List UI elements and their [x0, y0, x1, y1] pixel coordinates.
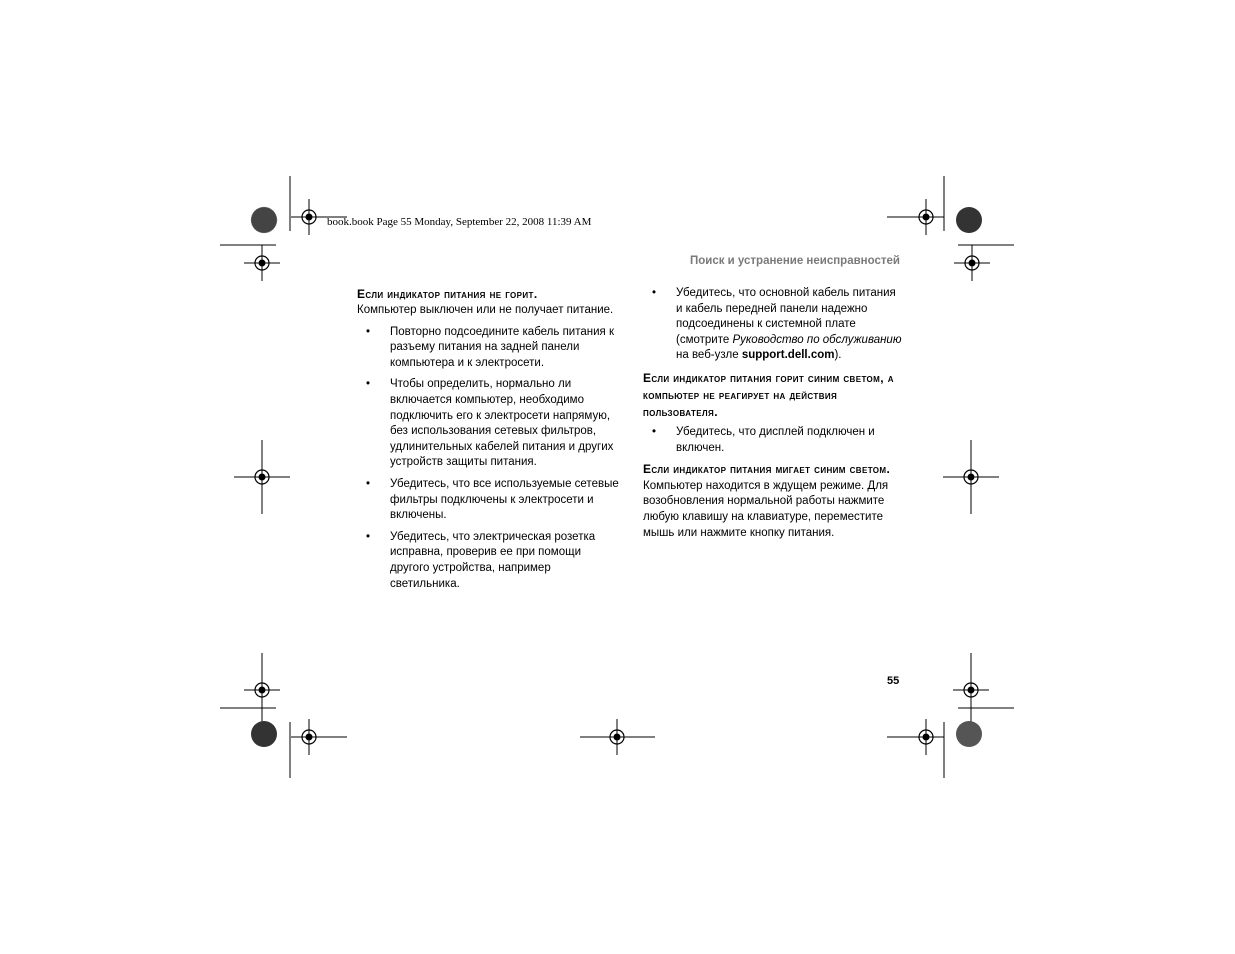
left-column — [357, 286, 619, 598]
list-item: • Чтобы определить, нормально ли включается компьютер, необходимо подключить его к электросети напрямую, без использования сетевых фильтров, удлинительных кабелей питания и других устройств защиты питания. — [357, 377, 619, 471]
star-target-top-left — [251, 207, 277, 233]
print-slug: book.book Page 55 Monday, September 22, 2008 11:39 AM — [327, 216, 592, 228]
list-item: • Повторно подсоедините кабель питания к разъему питания на задней панели компьютера и к электросети. — [357, 325, 619, 372]
list-item: • Убедитесь, что электрическая розетка исправна, проверив ее при помощи другого устройства, например светильника. — [357, 530, 619, 592]
section-blue-blinking — [643, 462, 905, 541]
registration-mark-top-right-2 — [954, 245, 990, 281]
text-run: Убедитесь, что основной кабель питания и кабель передней панели надежно подсоединены к системной плате (смотрите — [676, 287, 896, 346]
section-body: Компьютер находится в ждущем режиме. Для возобновления нормальной работы нажмите любую клавишу на клавиатуре, переместите мышь или нажмите кнопку питания. — [643, 479, 889, 539]
service-manual-title: Руководство по обслуживанию — [732, 333, 902, 346]
section-heading-power-off: Если индикатор питания не горит. — [357, 287, 538, 301]
text-run: ). — [834, 349, 842, 362]
support-url: support.dell.com — [741, 349, 835, 362]
list-item: • Убедитесь, что все используемые сетевые фильтры подключены к электросети и включены. — [357, 477, 619, 524]
section-heading-blue-blinking: Если индикатор питания мигает синим светом. — [643, 462, 891, 477]
right-column — [643, 286, 905, 541]
page-number: 55 — [887, 675, 900, 687]
bullet-list-cable — [643, 286, 905, 364]
section-intro: Компьютер выключен или не получает питание. — [357, 304, 614, 316]
bullet-list-power-off — [357, 325, 619, 593]
list-item — [643, 286, 905, 364]
star-target-bottom-right — [956, 721, 982, 747]
star-target-bottom-left — [251, 721, 277, 747]
list-item: • Убедитесь, что дисплей подключен и включен. — [643, 425, 905, 456]
registration-mark-top-left-2 — [244, 245, 280, 281]
running-header: Поиск и устранение неисправностей — [689, 255, 900, 267]
bullet-list-display — [643, 425, 905, 456]
star-target-top-right — [956, 207, 982, 233]
text-run: на веб-узле — [676, 349, 742, 362]
section-heading-blue-steady: Если индикатор питания горит синим светом, а компьютер не реагирует на действия пользователя. — [643, 370, 894, 419]
